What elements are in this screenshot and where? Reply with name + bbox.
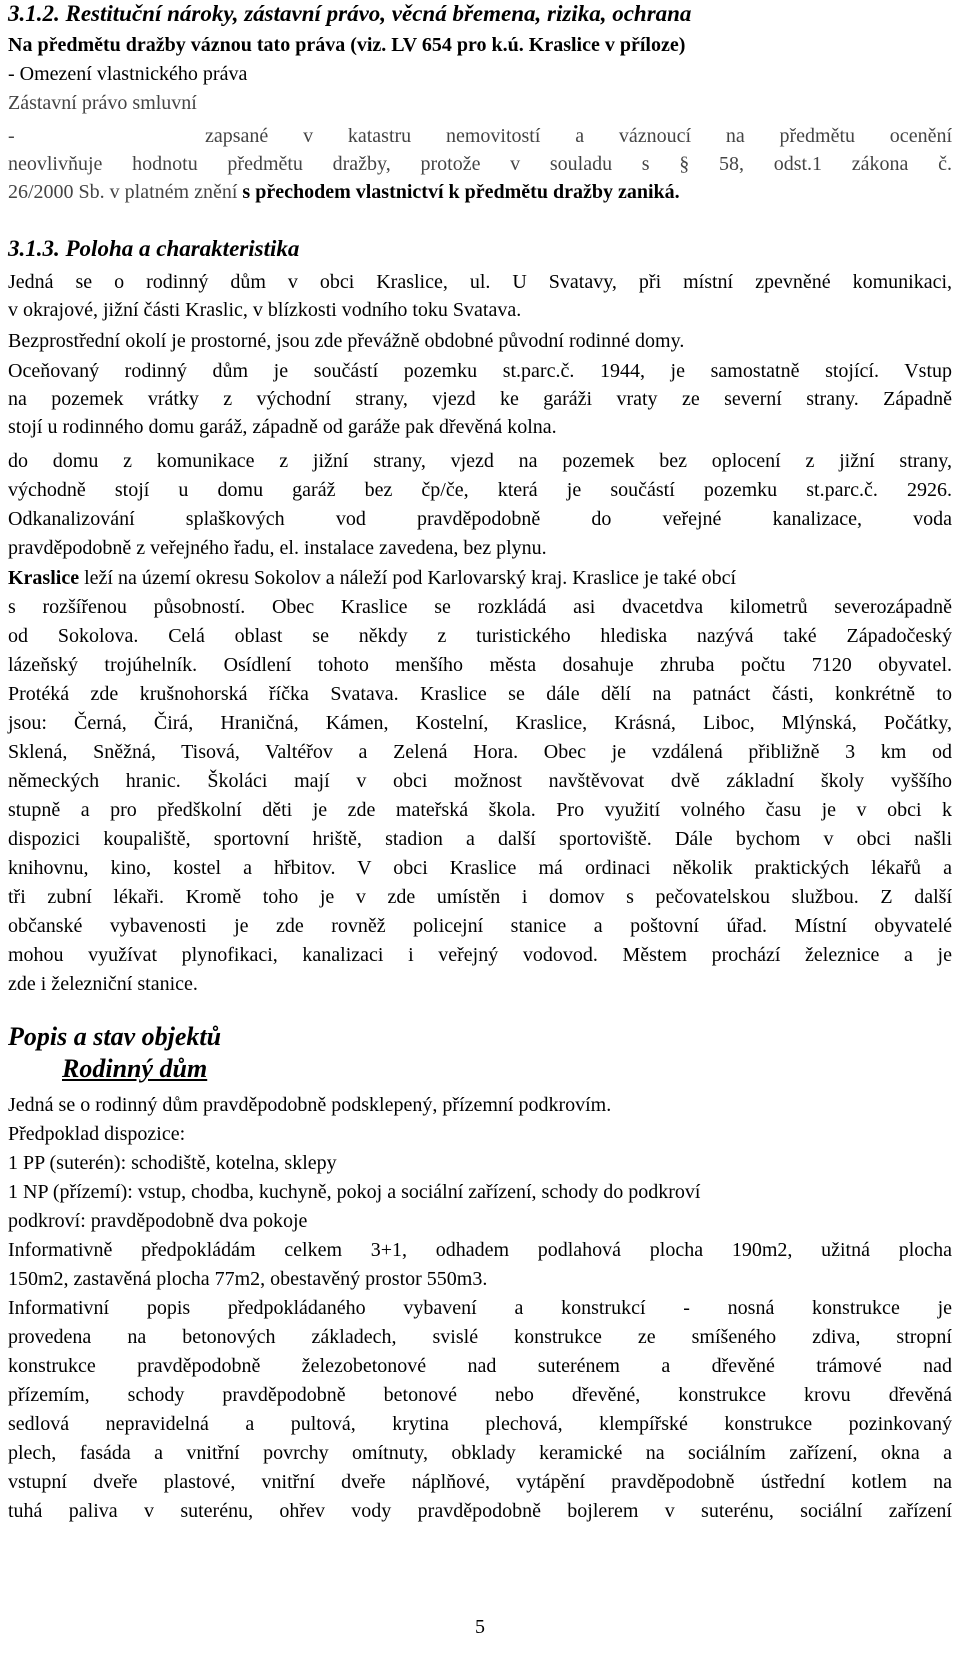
town-text: leží na území okresu Sokolov a náleží pod Karlovarský kraj. Kraslice je také obcí — [79, 567, 737, 589]
town-paragraph-line — [8, 566, 736, 590]
rights-intro: Na předmětu dražby váznou tato práva (viz. LV 654 pro k.ú. Kraslice v příloze) — [8, 34, 686, 56]
pledge-text-line — [8, 180, 680, 204]
pledge-text-line: zapsané v katastru nemovitostí a váznoucí na předmětu ocenění — [205, 125, 952, 147]
town-paragraph-line: lázeňský trojúhelník. Osídlení tohoto menšího města dosahuje zhruba počtu 7120 obyvatel. — [8, 654, 952, 676]
description-line: 1 NP (přízemí): vstup, chodba, kuchyně, pokoj a sociální zařízení, schody do podkroví — [8, 1181, 701, 1203]
town-paragraph-line: od Sokolova. Celá oblast se někdy z turistického hlediska nazývá také Západočeský — [8, 625, 952, 647]
town-paragraph-line: mohou využívat plynofikaci, kanalizaci i veřejný vodovod. Městem prochází železnice a je — [8, 944, 952, 966]
access-paragraph-line: pravděpodobně z veřejného řadu, el. instalace zavedena, bez plynu. — [8, 537, 547, 559]
description-line: vstupní dveře plastové, vnitřní dveře náplňové, vytápění pravděpodobně ústřední kotlem na — [8, 1471, 952, 1493]
town-paragraph-line: německých hranic. Školáci mají v obci možnost navštěvovat dvě základní školy vyššího — [8, 770, 952, 792]
town-paragraph-line: Protéká zde krušnohorská říčka Svatava. Kraslice se dále dělí na patnáct části, konkrétně to — [8, 683, 952, 705]
pledge-dash: - — [8, 125, 15, 147]
town-paragraph-line: jsou: Černá, Čirá, Hraničná, Kámen, Kostelní, Kraslice, Krásná, Liboc, Mlýnská, Počátky, — [8, 712, 952, 734]
location-paragraph-line: Jedná se o rodinný dům v obci Kraslice, ul. U Svatavy, při místní zpevněné komunikaci, — [8, 271, 952, 293]
subheading-family-house: Rodinný dům — [62, 1054, 208, 1083]
property-paragraph-line: na pozemek vrátky z východní strany, vjezd ke garáži vraty ze severní strany. Západně — [8, 388, 952, 410]
description-line: tuhá paliva v suterénu, ohřev vody pravděpodobně bojlerem v suterénu, sociální zařízení — [8, 1500, 952, 1522]
section-heading-3-1-3: 3.1.3. Poloha a charakteristika — [8, 236, 300, 261]
access-paragraph-line: do domu z komunikace z jižní strany, vjezd na pozemek bez oplocení z jižní strany, — [8, 450, 952, 472]
pledge-text-line: neovlivňuje hodnotu předmětu dražby, protože v souladu s § 58, odst.1 zákona č. — [8, 153, 952, 175]
list-subitem-pledge: Zástavní právo smluvní — [8, 92, 197, 114]
surroundings-paragraph: Bezprostřední okolí je prostorné, jsou zde převážně obdobné původní rodinné domy. — [8, 330, 685, 352]
pledge-text-bold: s přechodem vlastnictví k předmětu dražby zaniká. — [242, 181, 680, 203]
town-paragraph-line: knihovnu, kino, kostel a hřbitov. V obci Kraslice má ordinaci několik praktických lékařů a — [8, 857, 952, 879]
description-line: Jedná se o rodinný dům pravděpodobně podsklepený, přízemní podkrovím. — [8, 1094, 612, 1116]
description-line: přízemím, schody pravděpodobně betonové nebo dřevěné, konstrukce krovu dřevěná — [8, 1384, 952, 1406]
property-paragraph-line: stojí u rodinného domu garáž, západně od garáže pak dřevěná kolna. — [8, 416, 557, 438]
property-paragraph-line: Oceňovaný rodinný dům je součástí pozemku st.parc.č. 1944, je samostatně stojící. Vstup — [8, 360, 952, 382]
town-paragraph-line: tři zubní lékaři. Kromě toho je v zde umístěn i domov s pečovatelskou službou. Z další — [8, 886, 952, 908]
town-paragraph-line: stupně a pro předškolní děti je zde mateřská škola. Pro využití volného času je v obci k — [8, 799, 952, 821]
section-heading-description: Popis a stav objektů — [8, 1022, 222, 1051]
description-line: sedlová nepravidelná a pultová, krytina plechová, klempířské konstrukce pozinkovaný — [8, 1413, 952, 1435]
page-number: 5 — [475, 1616, 485, 1638]
description-line: 150m2, zastavěná plocha 77m2, obestavěný prostor 550m3. — [8, 1268, 488, 1290]
description-line: plech, fasáda a vnitřní povrchy omítnuty, obklady keramické na sociálním zařízení, okna a — [8, 1442, 952, 1464]
access-paragraph-line: východně stojí u domu garáž bez čp/če, která je součástí pozemku st.parc.č. 2926. — [8, 479, 952, 501]
town-paragraph-line: občanské vybavenosti je zde rovněž policejní stanice a poštovní úřad. Místní obyvatelé — [8, 915, 952, 937]
description-line: provedena na betonových základech, svislé konstrukce ze smíšeného zdiva, stropní — [8, 1326, 952, 1348]
town-paragraph-line: s rozšířenou působností. Obec Kraslice se rozkládá asi dvacetdva kilometrů severozápadně — [8, 596, 952, 618]
town-name-bold: Kraslice — [8, 567, 80, 589]
access-paragraph-line: Odkanalizování splaškových vod pravděpodobně do veřejné kanalizace, voda — [8, 508, 952, 530]
description-line: konstrukce pravděpodobně železobetonové nad suterénem a dřevěné trámové nad — [8, 1355, 952, 1377]
location-paragraph-line: v okrajové, jižní části Kraslic, v blízkosti vodního toku Svatava. — [8, 299, 522, 321]
town-paragraph-line: dispozici koupaliště, sportovní hriště, stadion a další sportoviště. Dále bychom v obci našli — [8, 828, 952, 850]
description-line: 1 PP (suterén): schodiště, kotelna, sklepy — [8, 1152, 337, 1174]
description-line: Informativně předpokládám celkem 3+1, odhadem podlahová plocha 190m2, užitná plocha — [8, 1239, 952, 1261]
description-line: podkroví: pravděpodobně dva pokoje — [8, 1210, 308, 1232]
section-heading-3-1-2: 3.1.2. Restituční nároky, zástavní právo, věcná břemena, rizika, ochrana — [8, 1, 692, 26]
list-item-restriction: - Omezení vlastnického práva — [8, 63, 248, 85]
town-paragraph-line: zde i železniční stanice. — [8, 973, 198, 995]
description-line: Informativní popis předpokládaného vybavení a konstrukcí - nosná konstrukce je — [8, 1297, 952, 1319]
description-line: Předpoklad dispozice: — [8, 1123, 186, 1145]
pledge-text-plain: 26/2000 Sb. v platném znění — [8, 181, 243, 203]
town-paragraph-line: Sklená, Sněžná, Tisová, Valtéřov a Zelená Hora. Obec je vzdálená přibližně 3 km od — [8, 741, 952, 763]
